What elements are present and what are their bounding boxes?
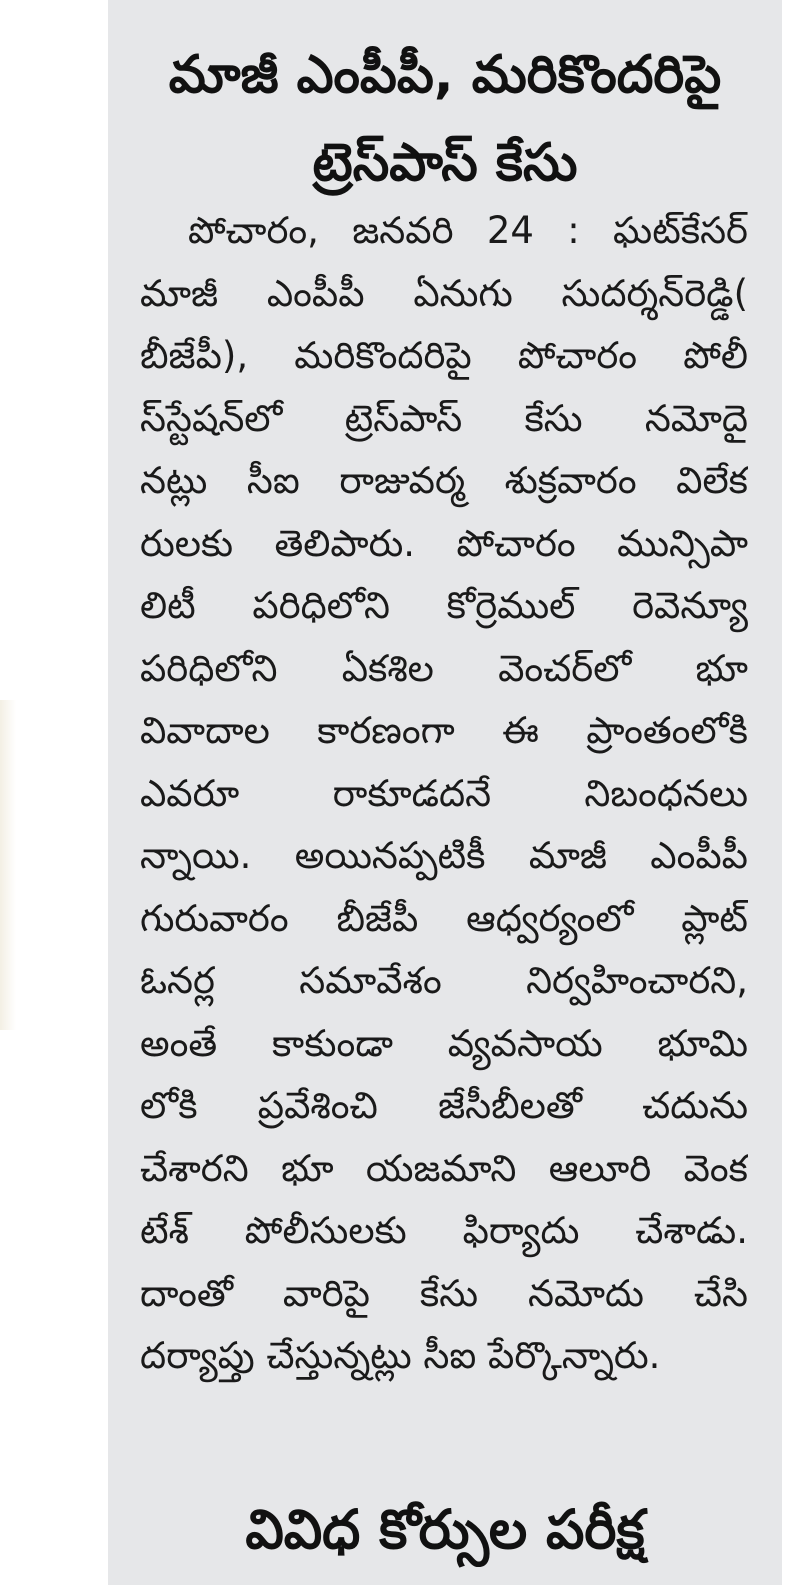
body-line: న్నాయి. అయినప్పటికీ మాజీ ఎంపీపీ bbox=[140, 834, 748, 877]
article-column bbox=[108, 0, 782, 1585]
previous-article-cut-line bbox=[108, 0, 782, 16]
body-line: లిటీ పరిధిలోని కోర్రెముల్ రెవెన్యూ bbox=[140, 584, 748, 627]
article-body bbox=[140, 200, 748, 1388]
body-line: మాజీ ఎంపీపీ ఏనుగు సుదర్శన్‌రెడ్డి( bbox=[140, 271, 748, 315]
body-line: అంతే కాకుండా వ్యవసాయ భూమి bbox=[140, 1021, 748, 1065]
headline-line-2: ట్రెస్‌పాస్ కేసు bbox=[312, 133, 578, 193]
body-line: పోచారం, జనవరి 24 : ఘట్‌కేసర్ bbox=[188, 209, 748, 252]
body-line: బీజేపీ), మరికొందరిపై పోచారం పోలీ bbox=[140, 334, 748, 377]
body-line: రులకు తెలిపారు. పోచారం మున్సిపా bbox=[140, 521, 748, 565]
body-line: వివాదాల కారణంగా ఈ ప్రాంతంలోకి bbox=[140, 709, 748, 752]
body-line: ఓనర్ల సమావేశం నిర్వహించారని, bbox=[140, 959, 748, 1002]
body-line: టేశ్ పోలీసులకు ఫిర్యాదు చేశాడు. bbox=[140, 1209, 748, 1252]
body-line: నట్లు సీఐ రాజువర్మ శుక్రవారం విలేక bbox=[140, 459, 748, 502]
body-line: దర్యాప్తు చేస్తున్నట్లు సీఐ పేర్కొన్నారు. bbox=[140, 1334, 661, 1377]
headline-line-1: మాజీ ఎంపీపీ, మరికొందరిపై bbox=[168, 45, 722, 105]
body-line: గురువారం బీజేపీ ఆధ్వర్యంలో ప్లాట్ bbox=[140, 896, 748, 940]
body-line: ఎవరూ రాకూడదనే నిబంధనలు bbox=[140, 771, 748, 815]
page-edge-shadow bbox=[0, 700, 16, 1030]
body-line: చేశారని భూ యజమాని ఆలూరి వెంక bbox=[140, 1146, 748, 1190]
body-line: స్‌స్టేషన్‌లో ట్రెస్‌పాస్ కేసు నమోదై bbox=[140, 396, 748, 440]
body-line: లోకి ప్రవేశించి జేసీబీలతో చదును bbox=[140, 1084, 748, 1127]
next-article-headline: వివిధ కోర్సుల పరీక్ష bbox=[245, 1498, 645, 1561]
body-line: పరిధిలోని ఏకశిల వెంచర్‌లో భూ bbox=[140, 646, 748, 690]
body-line: దాంతో వారిపై కేసు నమోదు చేసి bbox=[140, 1271, 748, 1315]
